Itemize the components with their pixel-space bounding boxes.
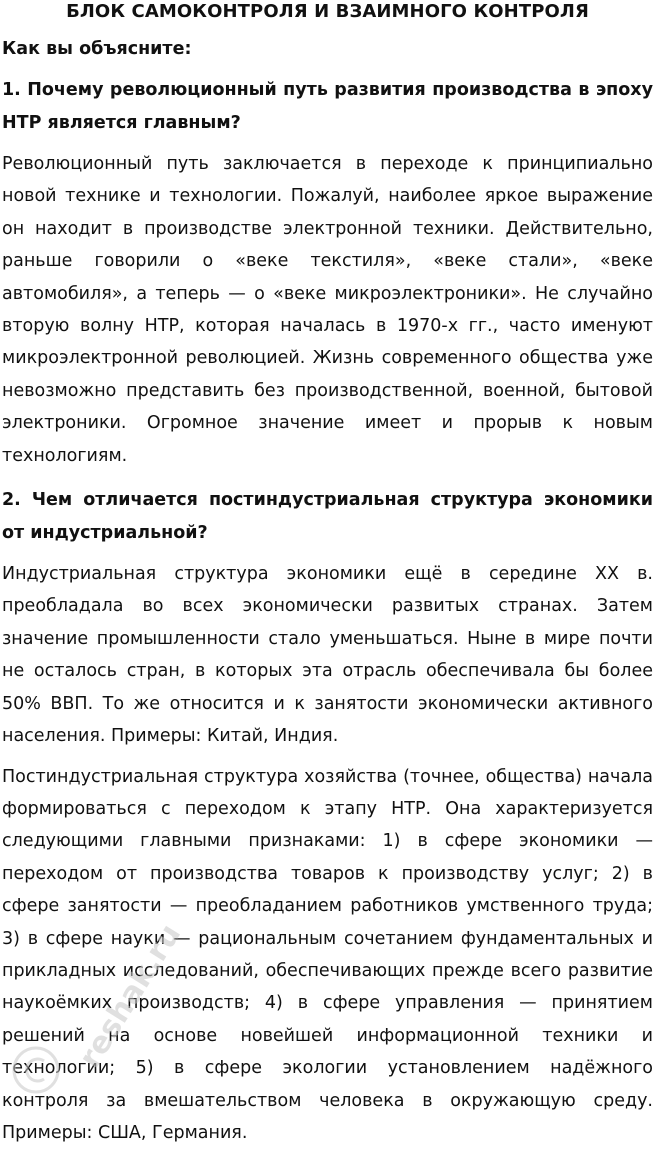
answer-2-paragraph-1: Индустриальная структура экономики ещё в середине XX в. преобладала во всех экономически развитых странах. Затем значение промышленности стало уменьшаться. Ныне в мире почти не осталось стран, в которых эта отрасль обеспечивала бы более 50% ВВП. То же относится и к занятости экономически активного населения. Примеры: Китай, Индия. bbox=[2, 564, 653, 747]
question-2: 2. Чем отличается постиндустриальная структура экономики от индустриальной? bbox=[2, 490, 653, 544]
section-1 bbox=[2, 74, 653, 472]
answer-2-paragraph-2: Постиндустриальная структура хозяйства (точнее, общества) начала формироваться с переходом к этапу НТР. Она характеризуется следующими главными признаками: 1) в сфере экономики — переходом от производства товаров к производству услуг; 2) в сфере занятости — преобладанием работников умственного труда; 3) в сфере науки — рациональным сочетанием фундаментальных и прикладных исследований, обеспечивающих прежде всего развитие наукоёмких производств; 4) в сфере управления — принятием решений на основе новейшей информационной техники и технологии; 5) в сфере экологии установлением надёжного контроля за вмешательством человека в окружающую среду. Примеры: США, Германия. bbox=[2, 766, 653, 1143]
question-1: 1. Почему революционный путь развития производства в эпоху НТР является главным? bbox=[2, 80, 653, 133]
section-2 bbox=[2, 484, 653, 1149]
page-title: БЛОК САМОКОНТРОЛЯ И ВЗАИМНОГО КОНТРОЛЯ bbox=[66, 1, 589, 22]
watermark-text: reshak.ru bbox=[72, 918, 189, 1075]
lead-text: Как вы объясните: bbox=[2, 39, 192, 59]
answer-1-paragraph-1: Революционный путь заключается в переходе к принципиально новой технике и технологии. Пожалуй, наиболее яркое выражение он находит в производстве электронной техники. Действительно, раньше говорили о «веке текстиля», «веке стали», «веке автомобиля», а теперь — о «веке микроэлектроники». Не случайно вторую волну НТР, которая началась в 1970-х гг., часто именуют микроэлектронной революцией. Жизнь современного общества уже невозможно представить без производственной, военной, бытовой электроники. Огромное значение имеет и прорыв к новым технологиям. bbox=[2, 154, 653, 466]
